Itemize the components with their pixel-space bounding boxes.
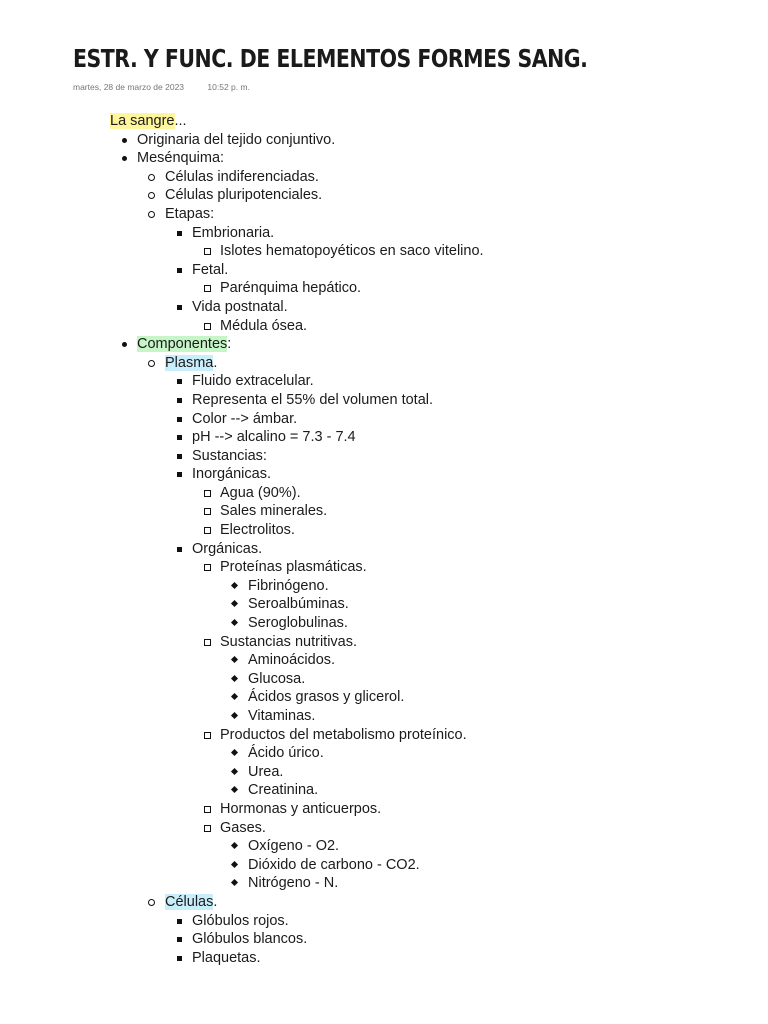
list-item-celulas[interactable]: Células. [0,893,768,912]
list-item-postnatal[interactable]: Vida postnatal. [0,298,768,317]
list-item-etapas[interactable]: Etapas: [0,205,768,224]
list-item[interactable]: Oxígeno - O2. [0,837,768,856]
list-item-mesenquima[interactable]: Mesénquima: [0,149,768,168]
list-item[interactable]: Seroglobulinas. [0,614,768,633]
square-bullet-icon [177,435,182,440]
diamond-bullet-icon [231,712,238,719]
diamond-bullet-icon [231,861,238,868]
hollow-square-bullet-icon [204,285,211,292]
hollow-square-bullet-icon [204,323,211,330]
hollow-square-bullet-icon [204,527,211,534]
list-item[interactable]: Sales minerales. [0,502,768,521]
page-title: ESTR. Y FUNC. DE ELEMENTOS FORMES SANG. [73,44,588,73]
list-item[interactable]: Glóbulos blancos. [0,930,768,949]
list-item[interactable]: Plaquetas. [0,949,768,968]
square-bullet-icon [177,547,182,552]
circle-bullet-icon [148,211,155,218]
list-item-proteinas[interactable]: Proteínas plasmáticas. [0,558,768,577]
disc-bullet-icon [122,138,127,143]
list-item-metabolismo[interactable]: Productos del metabolismo proteínico. [0,726,768,745]
list-item[interactable]: Glóbulos rojos. [0,912,768,931]
diamond-bullet-icon [231,619,238,626]
hollow-square-bullet-icon [204,825,211,832]
list-item[interactable]: Fibrinógeno. [0,577,768,596]
hollow-square-bullet-icon [204,639,211,646]
list-item-gases[interactable]: Gases. [0,819,768,838]
list-item-organicas[interactable]: Orgánicas. [0,540,768,559]
list-item[interactable]: Islotes hematopoyéticos en saco vitelino. [0,242,768,261]
diamond-bullet-icon [231,842,238,849]
list-item[interactable]: pH --> alcalino = 7.3 - 7.4 [0,428,768,447]
square-bullet-icon [177,956,182,961]
hollow-square-bullet-icon [204,564,211,571]
square-bullet-icon [177,454,182,459]
circle-bullet-icon [148,360,155,367]
diamond-bullet-icon [231,675,238,682]
highlight-celulas: Células [165,893,214,910]
page-metadata [73,82,250,92]
list-item[interactable]: Parénquima hepático. [0,279,768,298]
list-item-plasma[interactable]: Plasma. [0,354,768,373]
list-item[interactable]: Electrolitos. [0,521,768,540]
page-time: 10:52 p. m. [207,82,250,92]
highlight-plasma: Plasma [165,354,214,371]
list-item[interactable]: Dióxido de carbono - CO2. [0,856,768,875]
circle-bullet-icon [148,192,155,199]
list-item[interactable]: Ácidos grasos y glicerol. [0,688,768,707]
list-item-origin[interactable]: Originaria del tejido conjuntivo. [0,131,768,150]
list-item[interactable]: Agua (90%). [0,484,768,503]
circle-bullet-icon [148,174,155,181]
diamond-bullet-icon [231,693,238,700]
list-item[interactable]: Creatinina. [0,781,768,800]
hollow-square-bullet-icon [204,248,211,255]
hollow-square-bullet-icon [204,490,211,497]
hollow-square-bullet-icon [204,508,211,515]
list-item[interactable]: Células pluripotenciales. [0,186,768,205]
square-bullet-icon [177,919,182,924]
disc-bullet-icon [122,156,127,161]
list-item[interactable]: Color --> ámbar. [0,410,768,429]
square-bullet-icon [177,379,182,384]
list-item[interactable]: Seroalbúminas. [0,595,768,614]
square-bullet-icon [177,417,182,422]
page-date: martes, 28 de marzo de 2023 [73,82,185,92]
list-item[interactable]: Aminoácidos. [0,651,768,670]
list-item-hormonas[interactable]: Hormonas y anticuerpos. [0,800,768,819]
hollow-square-bullet-icon [204,732,211,739]
list-item[interactable]: Fluido extracelular. [0,372,768,391]
diamond-bullet-icon [231,879,238,886]
highlight-componentes: Componentes [137,336,228,353]
diamond-bullet-icon [231,786,238,793]
list-item[interactable]: Representa el 55% del volumen total. [0,391,768,410]
square-bullet-icon [177,231,182,236]
list-item[interactable]: Ácido úrico. [0,744,768,763]
list-item[interactable]: Nitrógeno - N. [0,874,768,893]
square-bullet-icon [177,937,182,942]
diamond-bullet-icon [231,582,238,589]
list-item[interactable]: Sustancias: [0,447,768,466]
note-outline [0,112,768,967]
square-bullet-icon [177,268,182,273]
hollow-square-bullet-icon [204,806,211,813]
diamond-bullet-icon [231,768,238,775]
list-item-fetal[interactable]: Fetal. [0,261,768,280]
diamond-bullet-icon [231,656,238,663]
outline-heading[interactable]: La sangre... [110,113,187,129]
list-item[interactable]: Urea. [0,763,768,782]
disc-bullet-icon [122,342,127,347]
list-item-inorganicas[interactable]: Inorgánicas. [0,465,768,484]
list-item[interactable]: Vitaminas. [0,707,768,726]
square-bullet-icon [177,305,182,310]
list-item-nutritivas[interactable]: Sustancias nutritivas. [0,633,768,652]
highlight-la-sangre: La sangre [110,113,175,129]
square-bullet-icon [177,398,182,403]
list-item[interactable]: Médula ósea. [0,317,768,336]
list-item-componentes[interactable]: Componentes: [0,335,768,354]
list-item-embrionaria[interactable]: Embrionaria. [0,224,768,243]
circle-bullet-icon [148,899,155,906]
square-bullet-icon [177,472,182,477]
diamond-bullet-icon [231,600,238,607]
diamond-bullet-icon [231,749,238,756]
list-item[interactable]: Glucosa. [0,670,768,689]
list-item[interactable]: Células indiferenciadas. [0,168,768,187]
